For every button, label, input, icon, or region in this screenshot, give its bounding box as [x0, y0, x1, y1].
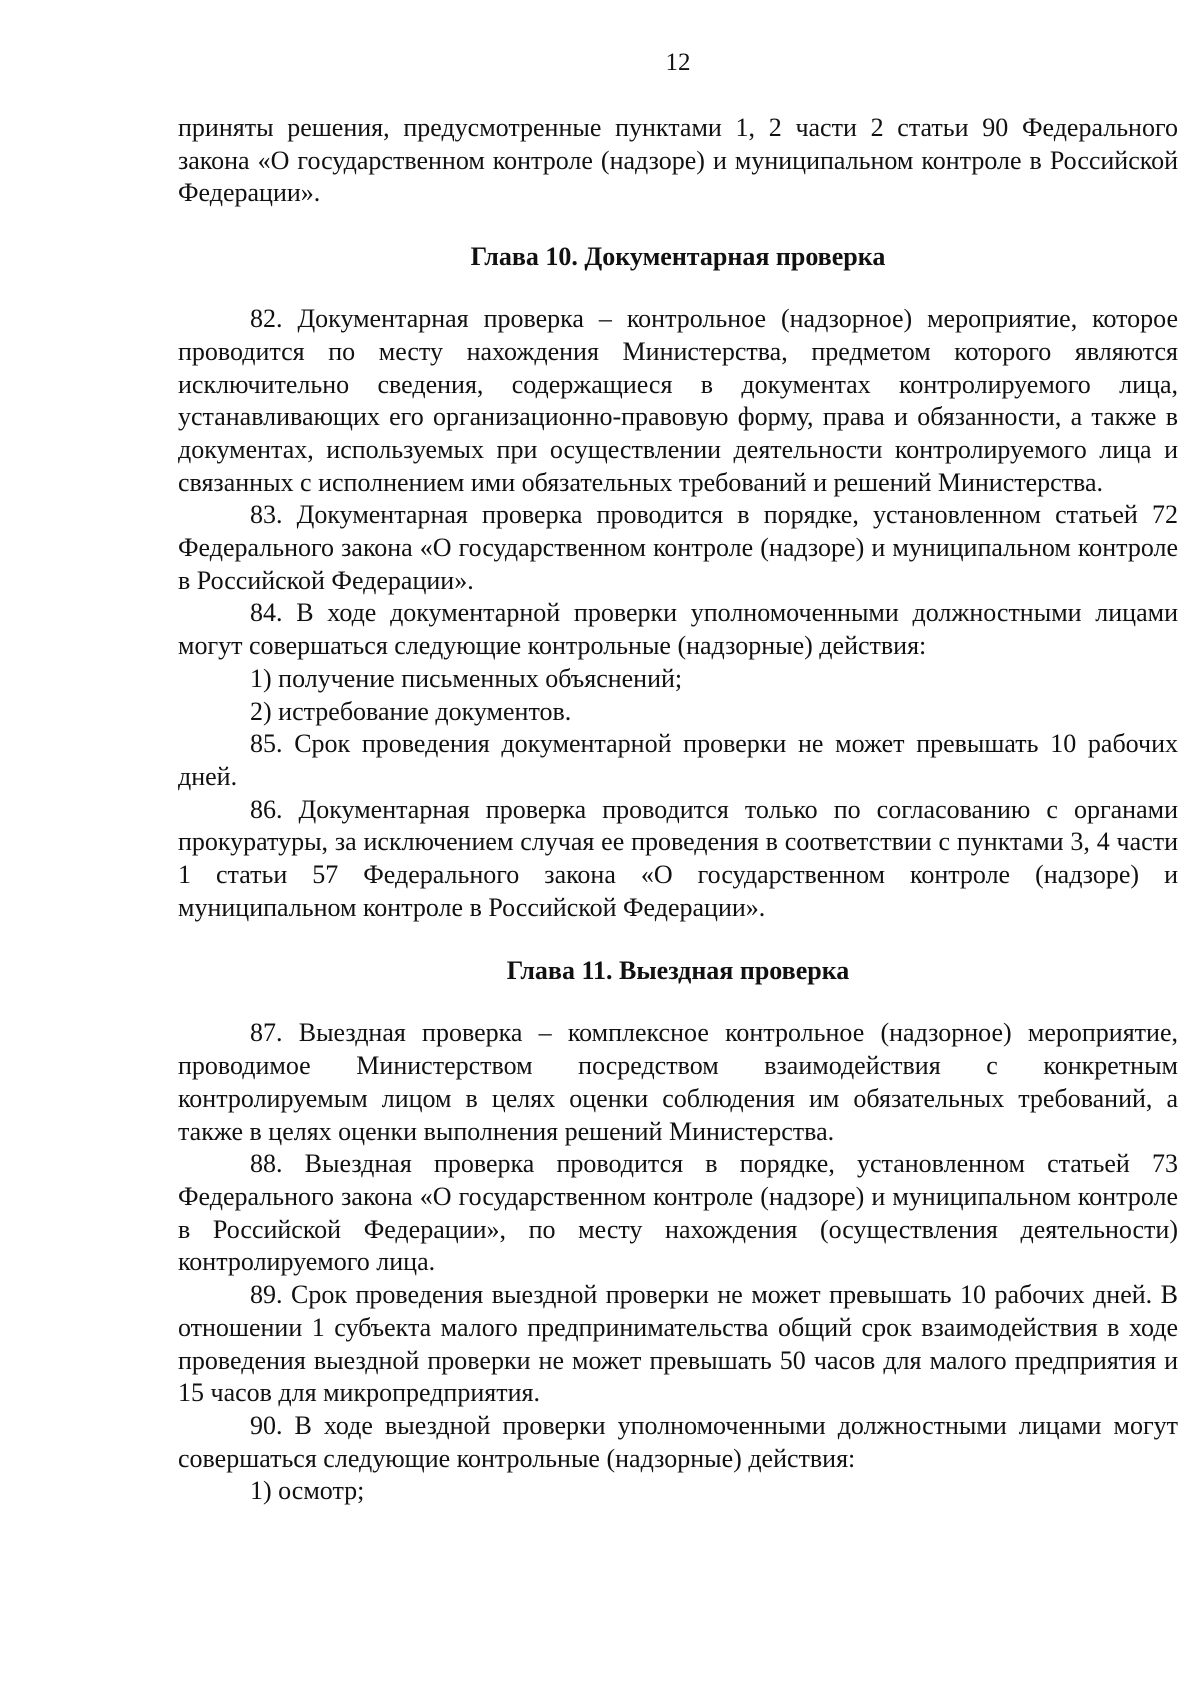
paragraph-88: 88. Выездная проверка проводится в порядке, установленном статьей 73 Федерального закона «О государственном контроле (надзоре) и муниципальном контроле в Российской Федерации», по месту нахождения (осуществления деятельности) контролируемого лица.: [178, 1149, 1178, 1277]
intro-paragraph: приняты решения, предусмотренные пунктами 1, 2 части 2 статьи 90 Федерального закона «О государственном контроле (надзоре) и муниципальном контроле в Российской Федерации».: [178, 113, 1178, 208]
chapter-10-heading: Глава 10. Документарная проверка: [470, 242, 886, 272]
page-number: 12: [665, 49, 691, 76]
paragraph-87: 87. Выездная проверка – комплексное контрольное (надзорное) мероприятие, проводимое Министерством посредством взаимодействия с конкретным контролируемым лицом в целях оценки соблюдения им обязательных требований, а также в целях оценки выполнения решений Министерства.: [178, 1018, 1178, 1146]
paragraph-90-item-1: 1) осмотр;: [250, 1476, 365, 1506]
paragraph-84-item-1: 1) получение письменных объяснений;: [250, 663, 683, 693]
chapter-11-heading: Глава 11. Выездная проверка: [506, 956, 850, 986]
paragraph-84: 84. В ходе документарной проверки уполномоченными должностными лицами могут совершаться следующие контрольные (надзорные) действия:: [178, 598, 1178, 661]
paragraph-85: 85. Срок проведения документарной проверки не может превышать 10 рабочих дней.: [178, 729, 1178, 791]
paragraph-82: 82. Документарная проверка – контрольное (надзорное) мероприятие, которое проводится по месту нахождения Министерства, предметом которого являются исключительно сведения, содержащиеся в документах контролируемого лица, устанавливающих его организационно-правовую форму, права и обязанности, а также в документах, используемых при осуществлении деятельности контролируемого лица и связанных с исполнением ими обязательных требований и решений Министерства.: [178, 304, 1178, 497]
paragraph-84-item-2: 2) истребование документов.: [250, 696, 572, 726]
document-body: [178, 112, 1178, 1508]
paragraph-83: 83. Документарная проверка проводится в порядке, установленном статьей 72 Федерального закона «О государственном контроле (надзоре) и муниципальном контроле в Российской Федерации».: [178, 500, 1178, 595]
paragraph-90: 90. В ходе выездной проверки уполномоченными должностными лицами могут совершаться следующие контрольные (надзорные) действия:: [178, 1410, 1178, 1473]
paragraph-86: 86. Документарная проверка проводится только по согласованию с органами прокуратуры, за исключением случая ее проведения в соответствии с пунктами 3, 4 части 1 статьи 57 Федерального закона «О государственном контроле (надзоре) и муниципальном контроле в Российской Федерации».: [178, 794, 1178, 922]
paragraph-89: 89. Срок проведения выездной проверки не может превышать 10 рабочих дней. В отношении 1 субъекта малого предпринимательства общий срок взаимодействия в ходе проведения выездной проверки не может превышать 50 часов для малого предприятия и 15 часов для микропредприятия.: [178, 1280, 1178, 1408]
